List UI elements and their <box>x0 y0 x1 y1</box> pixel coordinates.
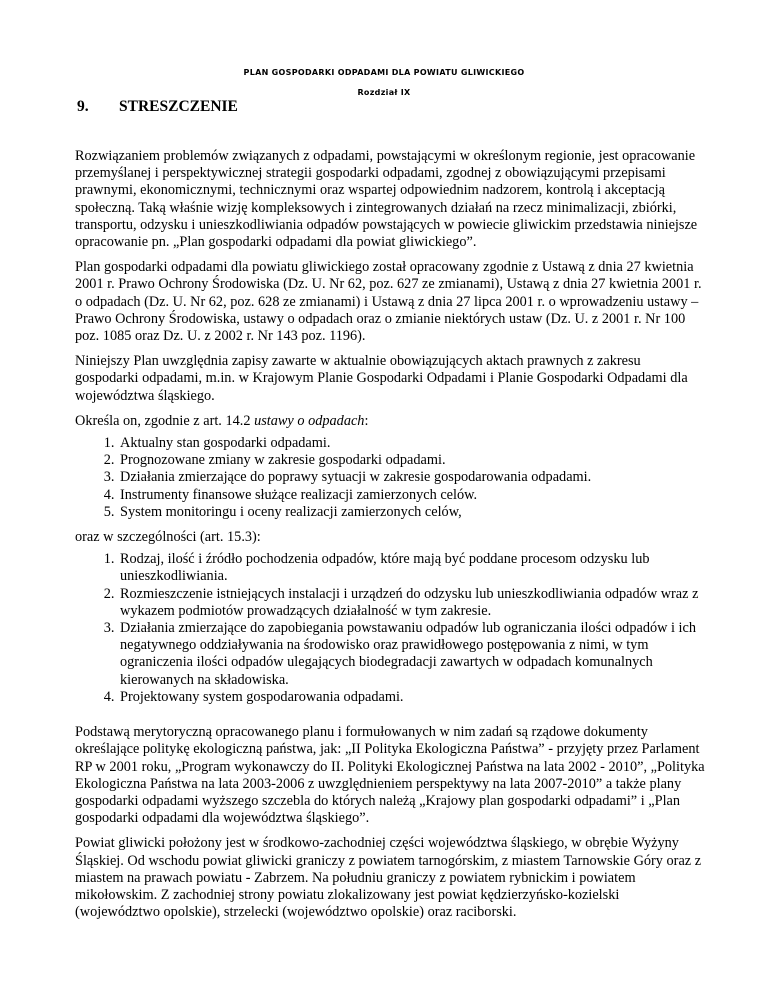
list-item: 1. Rodzaj, ilość i źródło pochodzenia odpadów, które mają być poddane procesom odzysku lub unieszkodliwiania. <box>118 551 705 585</box>
particular-list <box>75 551 705 706</box>
paragraph-intro: Rozwiązaniem problemów związanych z odpadami, powstającymi w określonym regionie, jest opracowanie przemyślanej i perspektywicznej strategii gospodarki odpadami, zgodnej z obowiązującymi przepisami prawnymi, ekonomicznymi, technicznymi oraz wspartej odpowiednim nadzorem, kontrolą i akceptacją społeczną. Taką właśnie wizję kompleksowych i zintegrowanych działań na rzecz minimalizacji, zbiórki, transportu, odzysku i unieszkodliwiania odpadów powstających w powiecie gliwickim przedstawia niniejsze opracowanie pn. „Plan gospodarki odpadami dla powiat gliwickiego”. <box>75 148 698 251</box>
chapter-label: Rozdział IX <box>357 88 411 97</box>
list-item: 1. Aktualny stan gospodarki odpadami. <box>118 435 705 452</box>
defines-suffix: : <box>364 412 369 429</box>
list-item: 2. Rozmieszczenie istniejących instalacji i urządzeń do odzysku lub unieszkodliwiania odpadów wraz z wykazem podmiotów prowadzących działalność w tym zakresie. <box>118 586 705 620</box>
list-item: 2. Prognozowane zmiany w zakresie gospodarki odpadami. <box>118 452 705 469</box>
running-header: PLAN GOSPODARKI ODPADAMI DLA POWIATU GLIWICKIEGO <box>243 68 525 77</box>
list-item: 3. Działania zmierzające do poprawy sytuacji w zakresie gospodarowania odpadami. <box>118 469 705 486</box>
paragraph-in-particular: oraz w szczególności (art. 15.3): <box>75 529 261 546</box>
paragraph-scope: Niniejszy Plan uwzględnia zapisy zawarte w aktualnie obowiązujących aktach prawnych z zakresu gospodarki odpadami, m.in. w Krajowym Planie Gospodarki Odpadami i Planie Gospodarki Odpadami dla województwa śląskiego. <box>75 353 688 404</box>
section-title: STRESZCZENIE <box>119 98 238 115</box>
list-item: 4. Projektowany system gospodarowania odpadami. <box>118 689 705 706</box>
defines-emphasis: ustawy o odpadach <box>254 412 365 429</box>
paragraph-policy-basis: Podstawą merytoryczną opracowanego planu i formułowanych w nim zadań są rządowe dokumenty określające politykę ekologiczną państwa, jak: „II Polityka Ekologiczna Państwa” - przyjęty przez Parlament RP w 2001 roku, „Program wykonawczy do II. Polityki Ekologicznej Państwa na lata 2002 - 2010”, „Polityka Ekologiczna Państwa na lata 2003-2006 z uwzględnieniem perspektywy na lata 2007-2010” a także plany gospodarki odpadami wyższego szczebla do których należą „Krajowy plan gospodarki odpadami” i „Plan gospodarki odpadami dla województwa śląskiego”. <box>75 724 705 827</box>
document-body <box>75 148 705 929</box>
list-item: 3. Działania zmierzające do zapobiegania powstawaniu odpadów lub ograniczania ilości odpadów i ich negatywnego oddziaływania na środowisko oraz prawidłowego postępowania z nimi, w tym ograniczenia ilości odpadów ulegających biodegradacji zawartych w odpadach komunalnych kierowanych na składowiska. <box>118 620 705 689</box>
paragraph-location: Powiat gliwicki położony jest w środkowo-zachodniej części województwa śląskiego, w obrębie Wyżyny Śląskiej. Od wschodu powiat gliwicki graniczy z powiatem tarnogórskim, z miastem Tarnowskie Góry oraz z miastem na prawach powiatu - Zabrzem. Na południu graniczy z powiatem rybnickim i powiatem mikołowskim. Z zachodniej strony powiatu zlokalizowany jest powiat kędzierzyńsko-kozielski (województwo opolskie), strzelecki (województwo opolskie) oraz raciborski. <box>75 835 702 921</box>
defines-list <box>75 435 705 521</box>
paragraph-defines <box>75 413 705 430</box>
list-item: 5. System monitoringu i oceny realizacji zamierzonych celów, <box>118 504 705 521</box>
section-number: 9. <box>77 98 89 115</box>
defines-prefix: Określa on, zgodnie z art. 14.2 <box>75 412 255 429</box>
paragraph-legal-basis: Plan gospodarki odpadami dla powiatu gliwickiego został opracowany zgodnie z Ustawą z dnia 27 kwietnia 2001 r. Prawo Ochrony Środowiska (Dz. U. Nr 62, poz. 627 ze zmianami), Ustawą z dnia 27 kwietnia 2001 r. o odpadach (Dz. U. Nr 62, poz. 628 ze zmianami) i Ustawą z dnia 27 lipca 2001 r. o wprowadzeniu ustawy – Prawo Ochrony Środowiska, ustawy o odpadach oraz o zmianie niektórych ustaw (Dz. U. z 2001 r. Nr 100 poz. 1085 oraz Dz. U. z 2002 r. Nr 143 poz. 1196). <box>75 259 702 345</box>
section-heading <box>77 98 238 116</box>
list-item: 4. Instrumenty finansowe służące realizacji zamierzonych celów. <box>118 487 705 504</box>
